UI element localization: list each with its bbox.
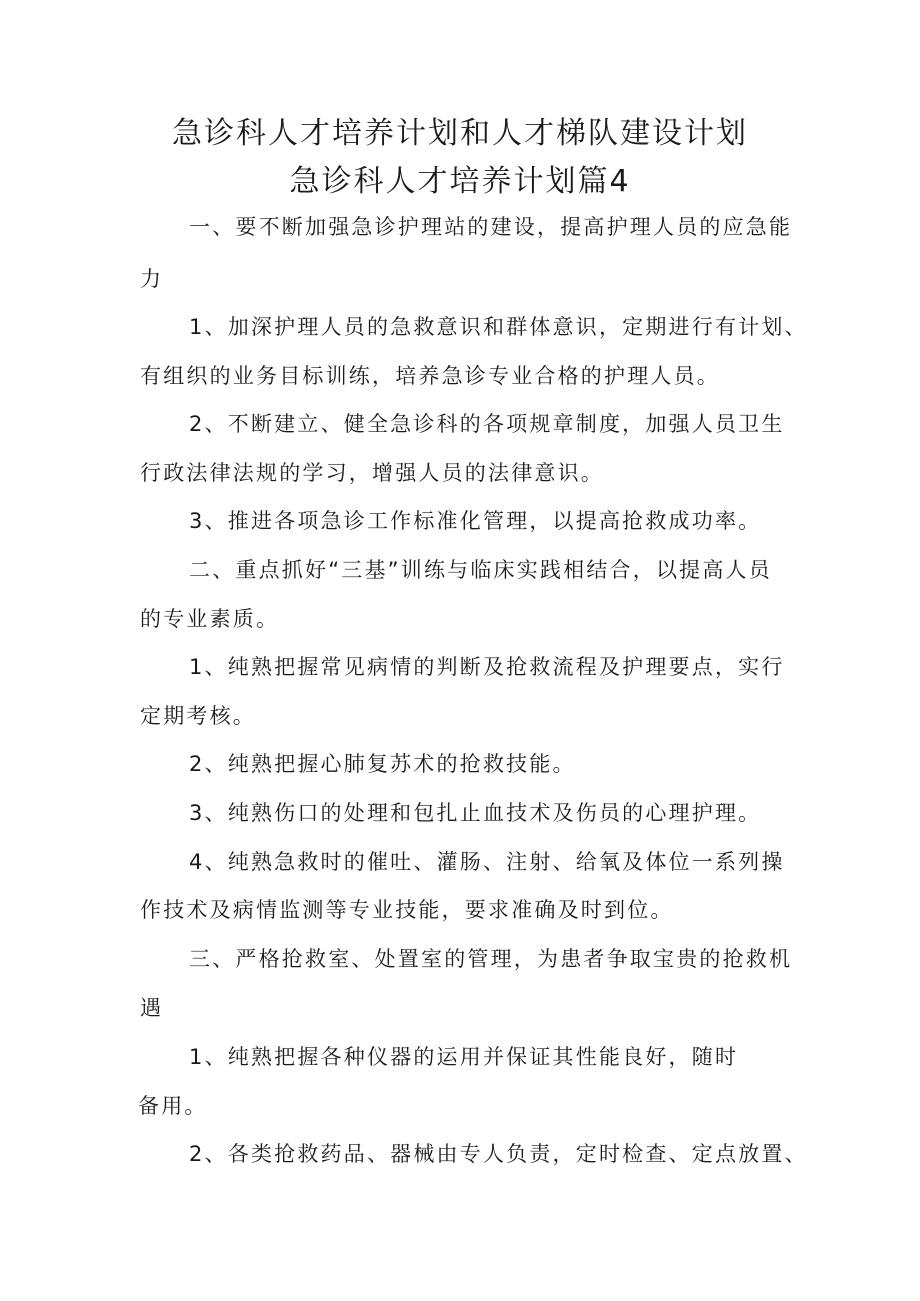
item-2-4-line-2: 作技术及病情监测等专业技能，要求准确及时到位。	[140, 898, 674, 922]
item-1-1-line-1: 1、加深护理人员的急救意识和群体意识，定期进行有计划、	[189, 315, 808, 339]
item-2-3-line-1: 3、纯熟伤口的处理和包扎止血技术及伤员的心理护理。	[189, 801, 762, 825]
item-2-1-line-1: 1、纯熟把握常见病情的判断及抢救流程及护理要点，实行	[189, 655, 785, 679]
item-3-1-line-1: 1、纯熟把握各种仪器的运用并保证其性能良好，随时	[189, 1045, 739, 1069]
item-1-1-line-2: 有组织的业务目标训练，培养急诊专业合格的护理人员。	[140, 364, 720, 388]
item-2-4-line-1: 4、纯熟急救时的催吐、灌肠、注射、给氧及体位一系列操	[189, 850, 785, 874]
item-3-2-line-1: 2、各类抢救药品、器械由专人负责，定时检查、定点放置、	[189, 1142, 808, 1166]
document-subtitle: 急诊科人才培养计划篇4	[289, 164, 631, 199]
item-1-2-line-1: 2、不断建立、健全急诊科的各项规章制度，加强人员卫生	[189, 412, 785, 436]
item-1-2-line-2: 行政法律法规的学习，增强人员的法律意识。	[140, 461, 604, 485]
item-1-3-line-1: 3、推进各项急诊工作标准化管理，以提高抢救成功率。	[189, 509, 762, 533]
section-1-heading-line-2: 力	[140, 267, 164, 291]
section-3-heading-line-2: 遇	[140, 996, 164, 1020]
item-3-1-line-2: 备用。	[138, 1094, 208, 1118]
section-3-heading-line-1: 三、严格抢救室、处置室的管理，为患者争取宝贵的抢救机	[189, 947, 793, 971]
document-title: 急诊科人才培养计划和人才梯队建设计划	[172, 116, 748, 151]
section-2-heading-line-1: 二、重点抓好“三基”训练与临床实践相结合，以提高人员	[189, 558, 772, 582]
section-2-heading-line-2: 的专业素质。	[140, 607, 280, 631]
item-2-1-line-2: 定期考核。	[140, 704, 256, 728]
item-2-2-line-1: 2、纯熟把握心肺复苏术的抢救技能。	[189, 752, 576, 776]
section-1-heading-line-1: 一、要不断加强急诊护理站的建设，提高护理人员的应急能	[189, 215, 793, 239]
